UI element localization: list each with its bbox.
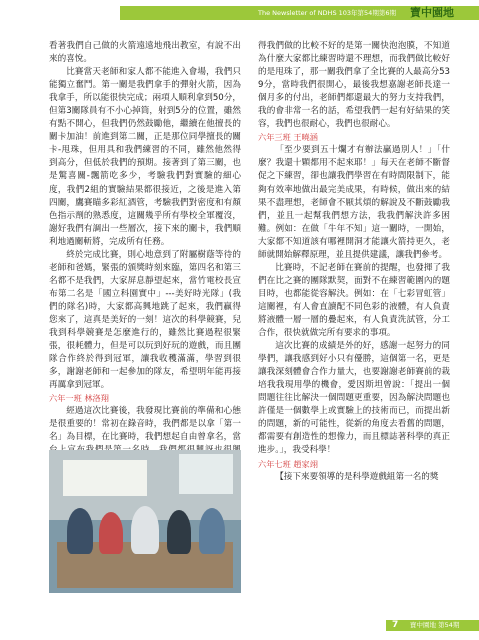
paragraph: 終於完成比賽，則心地意到了附屬樹蔭等待的老師和爸媽，緊張的頒獎時刻來臨，第四名和第三名都不是我們，大家屏息靜望起來，當竹電校長宣布第二名是「國立科園實中」---美好時光隊」(我們的隊名)時，大家都高興地跳了起來，我們贏得您來了，這真是美好的一刻！這次的科學競賽，兒我到科學競賽是怎麼進行的，雖然比賽過程很緊張，很耗體力，但是可以玩到好玩的遊戲，而且團隊合作終於得到冠軍，讓我收穫滿滿，學習到很多，謝謝老師和一起參加的隊友，希望明年能再接再厲拿到冠軍。 — [49, 249, 241, 391]
paragraph: 看著我們自己做的火箭遠遠地飛出教室，有說不出來的喜悅。 — [49, 41, 241, 65]
footer-caption: 寶中園地 第54期 — [410, 621, 460, 629]
paragraph: 【接下來要領導的是科學遊戲組第一名的獎 — [275, 471, 439, 482]
author-signature: 六年三班 王曉涵 — [258, 132, 318, 143]
paragraph: 「至少要到五十爛才有辦法贏過別人！」「什麼？我還十顆都用不起來耶！」每天在老師不斷督促之下練習，卻也讓我們學習在有時間限制下，能夠有效率地做出最完美成果，有時候，做出來的結果不盡理想，老師會不厭其煩的解說及不斷鼓勵我們，並且一起幫我們想方法，我我們解決許多困難。例如：在做「牛年不知」這一關時，一開始，大家都不知道該有哪裡開洞才能讓火箭持更久，老師就開始解釋原理，並且提供建議，讓我們參考。 — [258, 145, 450, 260]
paragraph: 經過這次比賽後，我發現比賽前的準備和心態是很重要的！常初在錄音時，我們都是以拿「第一名」為目標，在比賽時，我們想起自由曾拿名，當 — [49, 406, 241, 443]
photo-person — [167, 510, 191, 554]
paragraph: 比賽時，不記老師在賽前的提醒，也發揮了我們在比之賽的團隊默契，面對不在練習範圍內的題目時，也都能從容解決。例如：在「七彩冒虹管」這關裡，有人會直讀配不同色彩的液體，有人負責將液體一層一層的疊起來，有人負責洗試管，分工合作，很快就做完所有要求的事項。 — [258, 262, 450, 339]
paragraph: 這次比賽的成績是外的好，感謝一起努力的同學們，讓我感到好小只有優勝，這個第一名，更是讓我深刻體會合作力量大，也要謝謝老師賽前的栽培我我現用學的機會，愛因斯坦曾說：「提出一個問題往往比解決一個問題更重要，因為解決問題也許僅是一個數學上或實驗上的技術而已，而提出新的問題，新的可能性，從新的角度去看舊的問題，都需要有創造性的想像力，而且標誌著科學的真正進步。」，我受科學！ — [258, 341, 450, 456]
page-header — [0, 0, 479, 26]
photo-person — [199, 508, 225, 554]
section-title: 寶中園地 — [410, 6, 454, 19]
classroom-photo — [49, 450, 241, 593]
article-right-column — [258, 40, 450, 484]
photo-person — [99, 512, 123, 554]
photo-window — [179, 454, 233, 494]
paragraph: 得我們做的比較不好的是第一關快泡泡膜，不知道為什麼大家都比練習時還不理想，而我們做比較好的是甩珠了，那一關我們拿了全比賽的人最高分539分，當時我們很開心，最後我想嘉謝老師長達一個月多的付出，老師們都還最大的努力支持我們，我的會非常一名的話，希望我們一起有好結果的笑容，我們也很耐心，我們也很耐心。 — [258, 41, 450, 130]
photo-person — [131, 506, 159, 554]
author-signature: 六年一班 林洛翔 — [49, 393, 109, 404]
author-signature: 六年七班 趙家翊 — [258, 458, 318, 469]
article-left-column — [49, 40, 241, 484]
photo-whiteboard — [63, 460, 147, 496]
newsletter-issue: The Newsletter of NDHS 103年第54期第6期 — [258, 9, 396, 17]
photo-person — [67, 508, 93, 554]
page-number: 7 — [392, 620, 399, 630]
paragraph: 比賽當天老師和家人都不能進入會場，我們只能獨立奮鬥。第一關是我們拿手的彈射火箭，因為我拿手，所以能很快完成；兩項人順利拿到50分，但第3關隊員有不小心掉筒，射到5分的位置，雖然有點不開心，但我們仍然鼓勵他，繼續在他擅長的關卡加油！前進到第二關，正是那位同學擅長的關卡-甩珠，但用具和我們練習的不同，雖然他然得到高分，但低於我們的預期。接著到了第三關，也是驚喜關-飄箭吃多少，考驗我們對實驗的細心度，我們2組的實驗結果都很接近，之後是進入第四關，鷹賽瞄多彩紅酒管，考驗我們對密度和有顏色指示劑的熟悉度，這關幾乎所有學校全軍覆沒，謝好我們有調出一些層次，接下來的關卡，我們順利地過關斬將，完成所有任務。 — [49, 67, 241, 247]
